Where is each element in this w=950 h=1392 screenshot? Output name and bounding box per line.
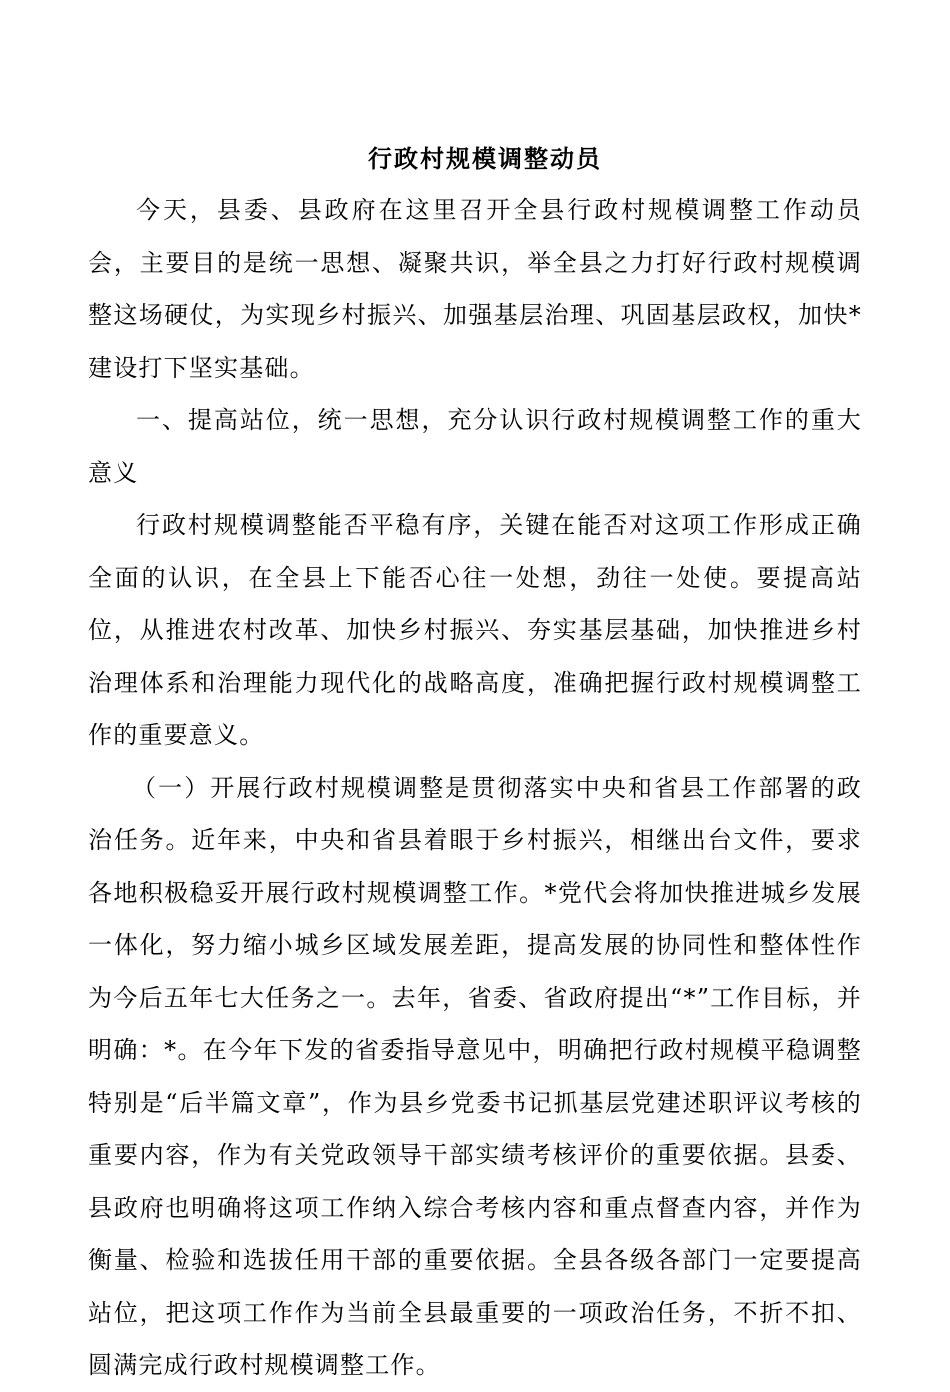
intro-paragraph: 今天，县委、县政府在这里召开全县行政村规模调整工作动员会，主要目的是统一思想、凝聚共识，举全县之力打好行政村规模调整这场硬仗，为实现乡村振兴、加强基层治理、巩固基层政权，加快*建设打下坚实基础。	[88, 196, 862, 382]
subsection-1-paragraph: （一）开展行政村规模调整是贯彻落实中央和省县工作部署的政治任务。近年来，中央和省县着眼于乡村振兴，相继出台文件，要求各地积极稳妥开展行政村规模调整工作。*党代会将加快推进城乡发展一体化，努力缩小城乡区域发展差距，提高发展的协同性和整体性作为今后五年七大任务之一。去年，省委、省政府提出“*”工作目标，并明确：*。在今年下发的省委指导意见中，明确把行政村规模平稳调整特别是“后半篇文章”，作为县乡党委书记抓基层党建述职评议考核的重要内容，作为有关党政领导干部实绩考核评价的重要依据。县委、县政府也明确将这项工作纳入综合考核内容和重点督查内容，并作为衡量、检验和选拔任用干部的重要依据。全县各级各部门一定要提高站位，把这项工作作为当前全县最重要的一项政治任务，不折不扣、圆满完成行政村规模调整工作。	[88, 773, 862, 1379]
section-heading-1: 一、提高站位，统一思想，充分认识行政村规模调整工作的重大意义	[88, 406, 862, 487]
section-1-paragraph: 行政村规模调整能否平稳有序，关键在能否对这项工作形成正确全面的认识，在全县上下能否心往一处想，劲往一处使。要提高站位，从推进农村改革、加快乡村振兴、夯实基层基础，加快推进乡村治理体系和治理能力现代化的战略高度，准确把握行政村规模调整工作的重要意义。	[88, 511, 862, 749]
document-title: 行政村规模调整动员	[368, 144, 602, 173]
document-page	[88, 138, 862, 1392]
